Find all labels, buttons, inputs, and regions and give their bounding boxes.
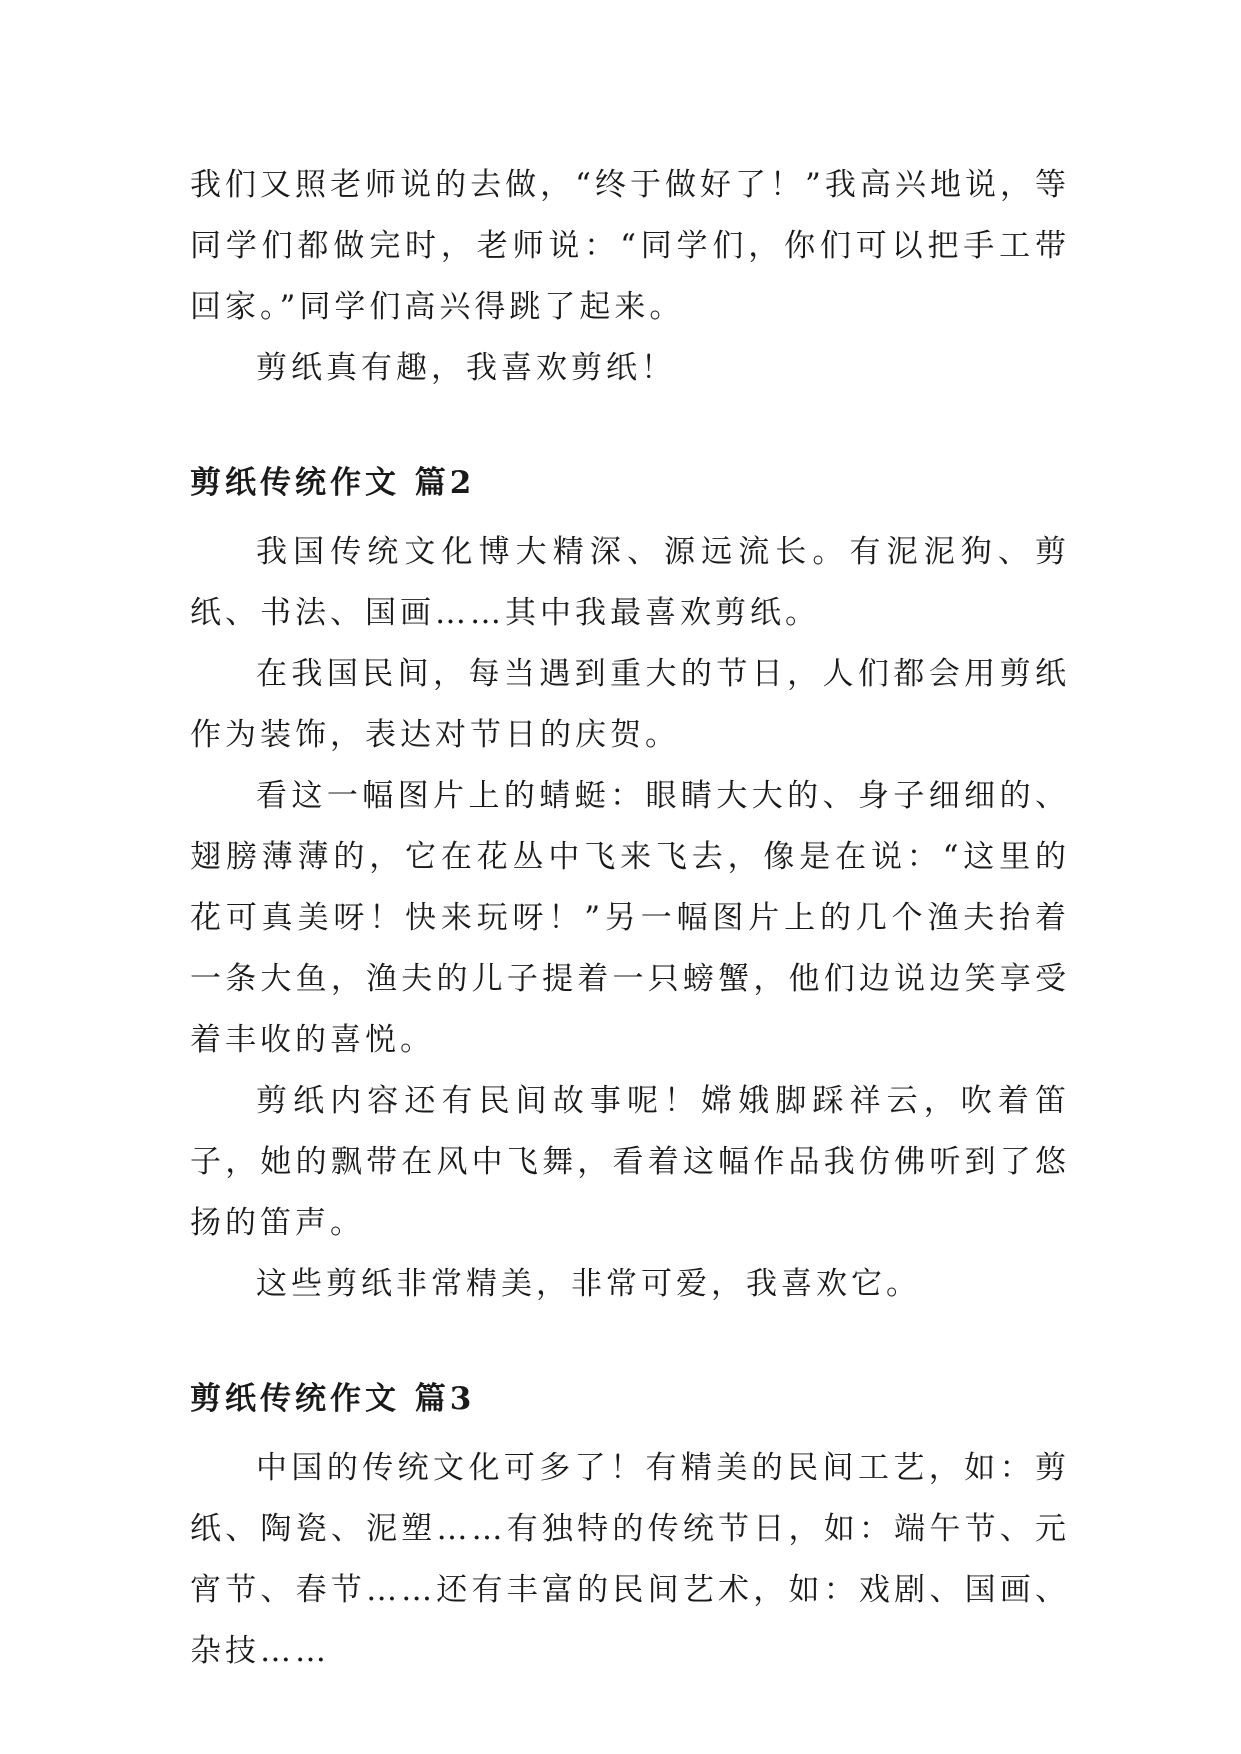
paragraph: 中国的传统文化可多了！有精美的民间工艺，如：剪纸、陶瓷、泥塑……有独特的传统节日，如：端午节、元宵节、春节……还有丰富的民间艺术，如：戏剧、国画、杂技…… <box>190 1450 1070 1669</box>
section-gap <box>190 399 1070 453</box>
paragraph: 这些剪纸非常精美，非常可爱，我喜欢它。 <box>256 1266 921 1302</box>
paragraph: 剪纸真有趣，我喜欢剪纸！ <box>256 350 676 386</box>
paragraph: 我们又照老师说的去做，“终于做好了！”我高兴地说，等同学们都做完时，老师说：“同学们，你们可以把手工带回家。”同学们高兴得跳了起来。 <box>190 167 1070 325</box>
paragraph: 看这一幅图片上的蜻蜓：眼睛大大的、身子细细的、翅膀薄薄的，它在花丛中飞来飞去，像是在说：“这里的花可真美呀！快来玩呀！”另一幅图片上的几个渔夫抬着一条大鱼，渔夫的儿子提着一只螃蟹，他们边说边笑享受着丰收的喜悦。 <box>190 778 1070 1058</box>
section-title: 剪纸传统作文 篇2 <box>190 465 476 501</box>
paragraph: 剪纸内容还有民间故事呢！嫦娥脚踩祥云，吹着笛子，她的飘带在风中飞舞，看着这幅作品我仿佛听到了悠扬的笛声。 <box>190 1083 1070 1241</box>
paragraph: 我国传统文化博大精深、源远流长。有泥泥狗、剪纸、书法、国画……其中我最喜欢剪纸。 <box>190 534 1070 631</box>
document-page <box>190 155 1070 1682</box>
paragraph: 在我国民间，每当遇到重大的节日，人们都会用剪纸作为装饰，表达对节日的庆贺。 <box>190 656 1070 753</box>
section-title: 剪纸传统作文 篇3 <box>190 1381 476 1417</box>
section-gap <box>190 1315 1070 1369</box>
